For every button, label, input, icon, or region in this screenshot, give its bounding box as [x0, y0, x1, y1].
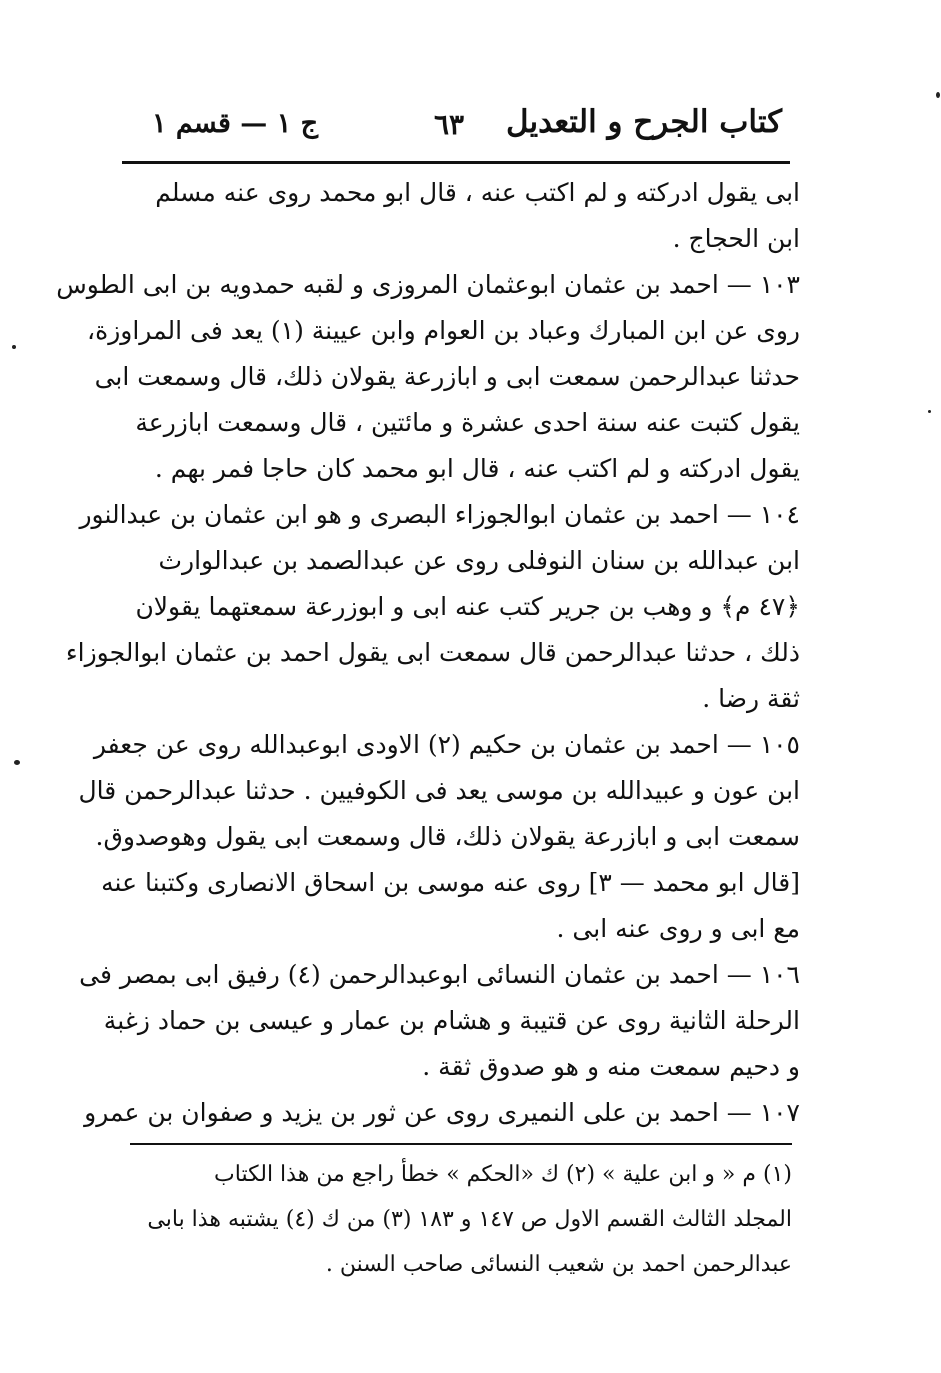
text-line: حدثنا عبدالرحمن سمعت ابى و ابازرعة يقولان ذلك، قال وسمعت ابى: [94, 362, 800, 391]
text-line: ابن الحجاج .: [672, 224, 800, 253]
page-number: ٦٣: [434, 108, 465, 141]
main-text: [56, 170, 800, 1136]
footnote-rule: [130, 1143, 792, 1145]
footnotes: [130, 1152, 792, 1287]
scan-speck: [12, 345, 16, 349]
entry-105-line: ١٠٥ — احمد بن عثمان بن حكيم (٢) الاودى ابوعبدالله روى عن جعفر: [93, 730, 800, 759]
footnote-line: المجلد الثالث القسم الاول ص ١٤٧ و ١٨٣ (٣) من ك (٤) يشتبه هذا بابى: [147, 1207, 792, 1232]
text-line: سمعت ابى و ابازرعة يقولان ذلك، قال وسمعت ابى يقول وهوصدوق.: [95, 822, 800, 851]
text-line: و دحيم سمعت منه و هو صدوق ثقة .: [422, 1052, 800, 1081]
header-rule: [122, 161, 790, 164]
text-line: روى عن ابن المبارك وعباد بن العوام وابن عيينة (١) يعد فى المراوزة،: [87, 316, 800, 345]
book-title: كتاب الجرح و التعديل: [505, 104, 782, 140]
entry-104-line: ١٠٤ — احمد بن عثمان ابوالجوزاء البصرى و هو ابن عثمان بن عبدالنور: [79, 500, 800, 529]
entry-103-line: ١٠٣ — احمد بن عثمان ابوعثمان المروزى و لقبه حمدويه بن ابى الطوس: [56, 270, 800, 299]
text-line: يقول كتبت عنه سنة احدى عشرة و مائتين ، قال وسمعت ابازرعة: [135, 408, 800, 437]
text-line: ابن عون و عبيدالله بن موسى يعد فى الكوفيين . حدثنا عبدالرحمن قال: [78, 776, 800, 805]
text-line: مع ابى و روى عنه ابى .: [556, 914, 800, 943]
scan-speck: [14, 760, 20, 765]
text-line: ذلك ، حدثنا عبدالرحمن قال سمعت ابى يقول احمد بن عثمان ابوالجوزاء: [65, 638, 800, 667]
footnote-line: (١) م « و ابن علية » (٢) ك «الحكم » خطأ راجع من هذا الكتاب: [214, 1162, 792, 1187]
text-line: ﴿٤٧ م﴾ و وهب بن جرير كتب عنه ابى و ابوزرعة سمعتهما يقولان: [135, 592, 800, 621]
entry-107-line: ١٠٧ — احمد بن على النميرى روى عن ثور بن يزيد و صفوان بن عمرو: [84, 1098, 800, 1127]
text-line: ابن عبدالله بن سنان النوفلى روى عن عبدالصمد بن عبدالوارث: [158, 546, 800, 575]
volume-part-label: ج ١ — قسم ١: [152, 108, 319, 139]
text-line: الرحلة الثانية روى عن قتيبة و هشام بن عمار و عيسى بن حماد زغبة: [103, 1006, 800, 1035]
scan-speck: [928, 410, 931, 413]
text-line: [قال ابو محمد — ٣] روى عنه موسى بن اسحاق الانصارى وكتبنا عنه: [101, 868, 800, 897]
text-line: يقول ادركته و لم اكتب عنه ، قال ابو محمد كان حاجا فمر بهم .: [154, 454, 800, 483]
running-header: [122, 100, 790, 158]
footnote-line: عبدالرحمن احمد بن شعيب النسائى صاحب السنن .: [325, 1252, 792, 1277]
scan-speck: [936, 92, 940, 98]
text-line: ابى يقول ادركته و لم اكتب عنه ، قال ابو محمد روى عنه مسلم: [155, 178, 800, 207]
text-line: ثقة رضا .: [702, 684, 800, 713]
entry-106-line: ١٠٦ — احمد بن عثمان النسائى ابوعبدالرحمن (٤) رفيق ابى بمصر فى: [79, 960, 800, 989]
